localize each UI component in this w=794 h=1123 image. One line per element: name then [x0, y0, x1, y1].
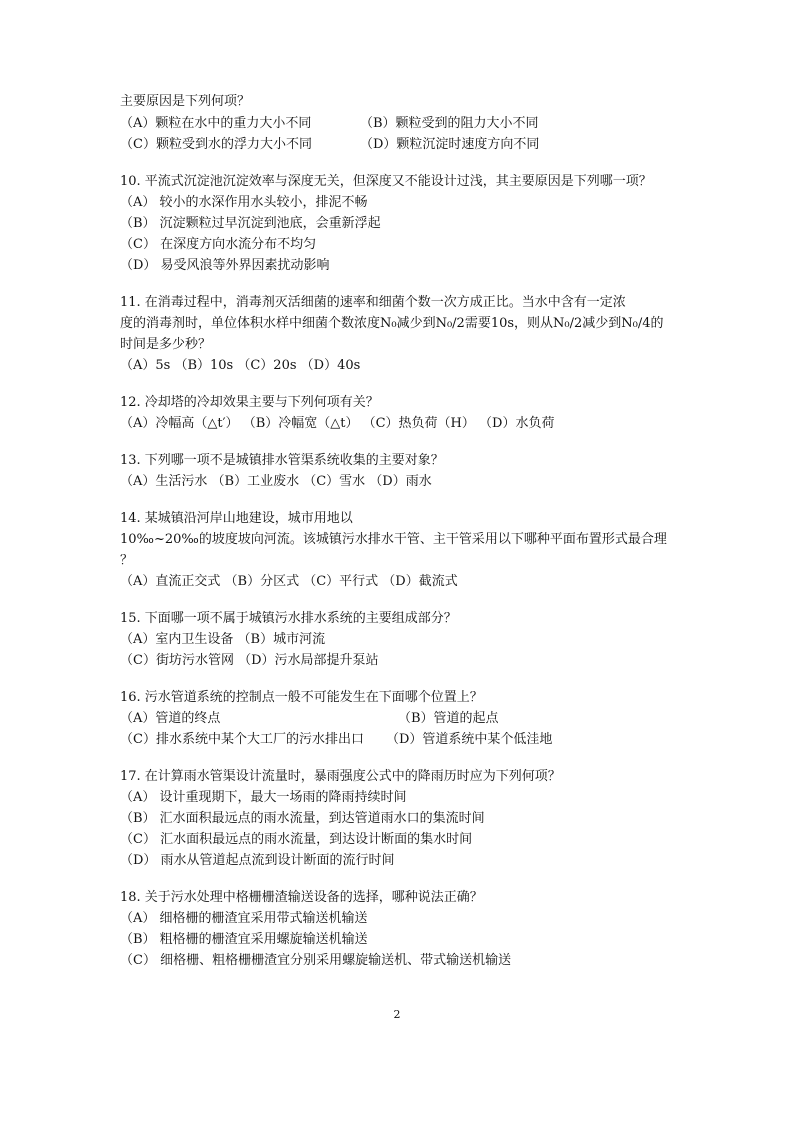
q16-option-c: （C）排水系统中某个大工厂的污水排出口	[120, 732, 364, 747]
q9-option-a: （A）颗粒在水中的重力大小不同	[120, 116, 312, 131]
q14-stem-line3: ？	[120, 553, 134, 568]
q9-option-c: （C）颗粒受到水的浮力大小不同	[120, 137, 312, 152]
q10-option-b: （B） 沉淀颗粒过早沉淀到池底，会重新浮起	[120, 216, 381, 231]
q18-option-b: （B） 粗格栅的栅渣宜采用螺旋输送机输送	[120, 932, 368, 947]
q15-stem: 15. 下面哪一项不属于城镇污水排水系统的主要组成部分？	[120, 611, 457, 626]
q18-stem: 18. 关于污水处理中格栅栅渣输送设备的选择，哪种说法正确？	[120, 890, 483, 905]
q12-stem: 12. 冷却塔的冷却效果主要与下列何项有关？	[120, 395, 379, 410]
q18-option-c: （C） 细格栅、粗格栅栅渣宜分别采用螺旋输送机、带式输送机输送	[120, 953, 512, 968]
q16-option-d: （D）管道系统中某个低洼地	[386, 732, 553, 747]
q16-option-a: （A）管道的终点	[120, 711, 221, 726]
q17-option-d: （D） 雨水从管道起点流到设计断面的流行时间	[120, 853, 395, 868]
q9-stem: 主要原因是下列何项？	[120, 94, 251, 109]
q9-options-cd	[120, 135, 540, 155]
q16-options-cd	[120, 730, 553, 750]
q9-option-d: （D）颗粒沉淀时速度方向不同	[360, 137, 540, 152]
q14-stem-line2: 10‰~20‰的坡度坡向河流。该城镇污水排水干管、主干管采用以下哪种平面布置形式最合理	[120, 532, 667, 547]
q15-options-ab: （A）室内卫生设备 （B）城市河流	[120, 632, 326, 647]
q16-option-b: （B）管道的起点	[398, 711, 499, 726]
q13-stem: 13. 下列哪一项不是城镇排水管渠系统收集的主要对象？	[120, 453, 444, 468]
q17-option-c: （C） 汇水面积最远点的雨水流量，到达设计断面的集水时间	[120, 832, 473, 847]
q10-option-d: （D） 易受风浪等外界因素扰动影响	[120, 258, 330, 273]
q17-option-a: （A） 设计重现期下，最大一场雨的降雨持续时间	[120, 790, 407, 805]
q14-stem-line1: 14. 某城镇沿河岸山地建设，城市用地以	[120, 511, 353, 526]
q17-stem: 17. 在计算雨水管渠设计流量时，暴雨强度公式中的降雨历时应为下列何项？	[120, 769, 561, 784]
q11-stem-line1: 11. 在消毒过程中，消毒剂灭活细菌的速率和细菌个数一次方成正比。当水中含有一定浓	[120, 295, 626, 310]
q9-options-ab	[120, 114, 539, 134]
q16-stem: 16. 污水管道系统的控制点一般不可能发生在下面哪个位置上？	[120, 690, 483, 705]
q17-option-b: （B） 汇水面积最远点的雨水流量，到达管道雨水口的集流时间	[120, 811, 485, 826]
q15-options-cd: （C）街坊污水管网 （D）污水局部提升泵站	[120, 653, 379, 668]
q11-stem-line3: 时间是多少秒？	[120, 337, 212, 352]
q10-option-a: （A） 较小的水深作用水头较小，排泥不畅	[120, 195, 368, 210]
page-number: 2	[393, 1008, 401, 1021]
q10-option-c: （C） 在深度方向水流分布不均匀	[120, 237, 317, 252]
q13-options: （A）生活污水 （B）工业废水 （C）雪水 （D）雨水	[120, 474, 432, 489]
q10-stem: 10. 平流式沉淀池沉淀效率与深度无关，但深度又不能设计过浅，其主要原因是下列哪一项？	[120, 174, 652, 189]
q11-stem-line2: 度的消毒剂时，单位体积水样中细菌个数浓度N₀减少到N₀/2需要10s，则从N₀/2减少到N₀/4的	[120, 316, 664, 331]
q18-option-a: （A） 细格栅的栅渣宜采用带式输送机输送	[120, 911, 368, 926]
q12-options: （A）冷幅高（△t′） （B）冷幅宽（△t） （C）热负荷（H） （D）水负荷	[120, 416, 555, 431]
q9-option-b: （B）颗粒受到的阻力大小不同	[360, 116, 539, 131]
q14-options: （A）直流正交式 （B）分区式 （C）平行式 （D）截流式	[120, 574, 458, 589]
q16-options-ab	[120, 709, 499, 729]
q11-options: （A）5s （B）10s （C）20s （D）40s	[120, 358, 361, 373]
